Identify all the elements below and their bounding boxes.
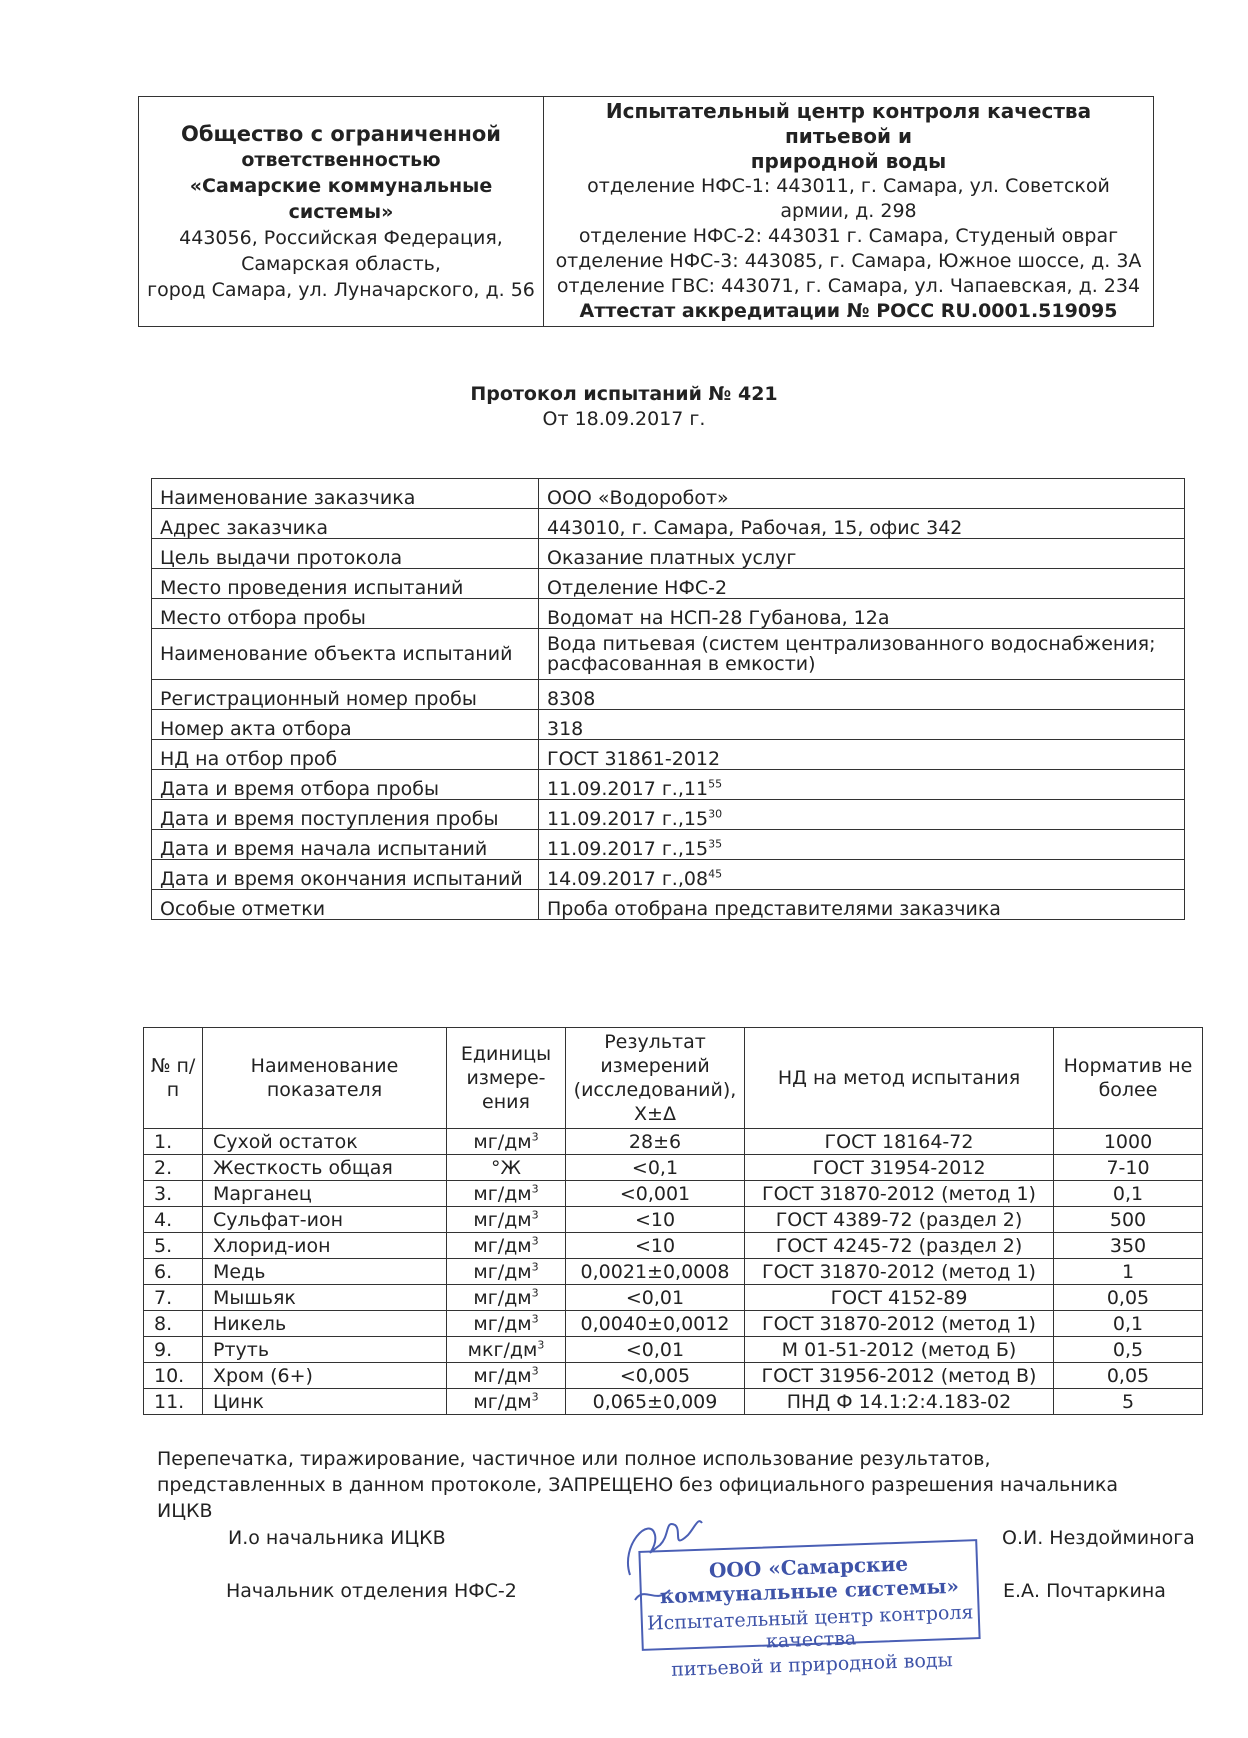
- result-unit-text: мг/дм: [473, 1131, 532, 1153]
- result-norm: [1054, 1181, 1203, 1207]
- result-value-text: <0,005: [619, 1365, 691, 1387]
- info-value: [539, 860, 1185, 890]
- result-method: [745, 1389, 1054, 1415]
- result-num: [144, 1207, 203, 1233]
- col-unit: Единицы измере-ения: [447, 1028, 566, 1129]
- result-norm: [1054, 1207, 1203, 1233]
- result-value: [566, 1337, 745, 1363]
- lab-block: [544, 97, 1154, 327]
- col-num: № п/п: [144, 1028, 203, 1129]
- result-value-text: <0,001: [619, 1183, 691, 1205]
- result-name-text: Мышьяк: [213, 1287, 296, 1309]
- stamp-line2: Испытательный центр контроля качества: [646, 1601, 974, 1653]
- result-norm-text: 1000: [1103, 1131, 1153, 1153]
- unit-exponent: 3: [531, 1260, 539, 1274]
- result-unit-text: мг/дм: [473, 1365, 532, 1387]
- info-key: Дата и время отбора пробы: [152, 770, 539, 800]
- unit-exponent: 3: [531, 1182, 539, 1196]
- info-value-text: 11.09.2017 г.,11: [547, 778, 709, 800]
- col-result: Результат измерений (исследований), Х±Δ: [566, 1028, 745, 1129]
- result-norm-text: 0,5: [1112, 1339, 1144, 1361]
- time-minutes: 30: [708, 807, 723, 821]
- header-box: [138, 96, 1154, 327]
- info-value-text: Водомат на НСП-28 Губанова, 12а: [547, 607, 890, 629]
- result-value-text: 0,0021±0,0008: [580, 1261, 730, 1283]
- lab-title-line1: Испытательный центр контроля качества питьевой и: [605, 99, 1092, 148]
- result-name: [203, 1337, 447, 1363]
- result-unit: [447, 1363, 566, 1389]
- info-row: [152, 770, 1185, 800]
- info-value: [539, 629, 1185, 680]
- result-value: [566, 1259, 745, 1285]
- info-key: Дата и время поступления пробы: [152, 800, 539, 830]
- result-name-text: Хром (6+): [213, 1365, 313, 1387]
- info-key: Наименование заказчика: [152, 479, 539, 509]
- lab-title-line2: природной воды: [750, 149, 947, 173]
- result-name-text: Цинк: [213, 1391, 264, 1413]
- unit-exponent: 3: [531, 1208, 539, 1222]
- result-num: [144, 1337, 203, 1363]
- result-num-text: 11.: [154, 1391, 185, 1413]
- org-name-line2: ответственностью: [241, 148, 441, 171]
- result-norm-text: 7-10: [1106, 1157, 1150, 1179]
- info-key: Наименование объекта испытаний: [152, 629, 539, 680]
- result-value: [566, 1129, 745, 1155]
- org-address-line2: Самарская область,: [241, 252, 441, 275]
- info-value: [539, 800, 1185, 830]
- result-method: [745, 1233, 1054, 1259]
- result-norm-text: 5: [1121, 1391, 1135, 1413]
- result-norm: [1054, 1155, 1203, 1181]
- result-value-text: 28±6: [628, 1131, 682, 1153]
- info-value-text: ООО «Водоробот»: [547, 487, 729, 509]
- info-value-text: 318: [547, 718, 584, 740]
- info-value-text: Проба отобрана представителями заказчика: [547, 898, 1001, 920]
- info-value: [539, 569, 1185, 599]
- info-key: Особые отметки: [152, 890, 539, 920]
- result-norm: [1054, 1389, 1203, 1415]
- result-unit: [447, 1259, 566, 1285]
- result-unit-text: мкг/дм: [467, 1339, 538, 1361]
- info-key: Номер акта отбора: [152, 710, 539, 740]
- info-value-text: 14.09.2017 г.,08: [547, 868, 709, 890]
- result-value-text: <0,01: [625, 1287, 685, 1309]
- info-key: Место проведения испытаний: [152, 569, 539, 599]
- col-norm: Норматив не более: [1054, 1028, 1203, 1129]
- result-norm-text: 1: [1121, 1261, 1135, 1283]
- result-method-text: ГОСТ 31870-2012 (метод 1): [762, 1183, 1036, 1205]
- col-method: НД на метод испытания: [745, 1028, 1054, 1129]
- result-unit-text: мг/дм: [473, 1209, 532, 1231]
- result-method-text: ГОСТ 4152-89: [830, 1287, 968, 1309]
- info-value-text: Отделение НФС-2: [547, 577, 728, 599]
- result-value: [566, 1285, 745, 1311]
- info-key: Регистрационный номер пробы: [152, 680, 539, 710]
- result-value: [566, 1389, 745, 1415]
- result-norm: [1054, 1129, 1203, 1155]
- result-num-text: 1.: [154, 1131, 173, 1153]
- result-num-text: 7.: [154, 1287, 173, 1309]
- result-num-text: 8.: [154, 1313, 173, 1335]
- result-method-text: ГОСТ 4389-72 (раздел 2): [775, 1209, 1023, 1231]
- result-num-text: 3.: [154, 1183, 173, 1205]
- unit-exponent: 3: [531, 1130, 539, 1144]
- result-value: [566, 1155, 745, 1181]
- result-num: [144, 1311, 203, 1337]
- result-unit: [447, 1285, 566, 1311]
- result-unit: [447, 1181, 566, 1207]
- info-value-text: ГОСТ 31861-2012: [547, 748, 721, 770]
- result-value: [566, 1181, 745, 1207]
- signature-title-1: И.о начальника ИЦКВ: [228, 1527, 446, 1549]
- result-value-text: <10: [634, 1235, 676, 1257]
- result-num: [144, 1363, 203, 1389]
- result-method-text: ГОСТ 31956-2012 (метод В): [761, 1365, 1037, 1387]
- result-row: [144, 1285, 1203, 1311]
- result-unit: [447, 1389, 566, 1415]
- org-name-line4: системы»: [288, 200, 394, 223]
- organization-block: [139, 97, 544, 327]
- result-row: [144, 1181, 1203, 1207]
- disclaimer: Перепечатка, тиражирование, частичное или полное использование результатов, представленных в данном протоколе, ЗАПРЕЩЕНО без официального разрешения начальника ИЦКВ: [157, 1448, 1119, 1522]
- unit-exponent: 3: [531, 1390, 539, 1404]
- result-norm: [1054, 1337, 1203, 1363]
- result-norm-text: 0,1: [1112, 1313, 1144, 1335]
- info-value: [539, 890, 1185, 920]
- result-norm: [1054, 1363, 1203, 1389]
- time-minutes: 55: [708, 777, 723, 791]
- result-norm: [1054, 1285, 1203, 1311]
- result-name-text: Жесткость общая: [213, 1157, 393, 1179]
- info-value: [539, 770, 1185, 800]
- result-name-text: Ртуть: [213, 1339, 270, 1361]
- result-name: [203, 1285, 447, 1311]
- result-name: [203, 1259, 447, 1285]
- info-row: [152, 509, 1185, 539]
- result-row: [144, 1233, 1203, 1259]
- info-value-text: Вода питьевая (систем централизованного водоснабжения; расфасованная в емкости): [547, 633, 1156, 675]
- result-unit: [447, 1337, 566, 1363]
- result-num-text: 5.: [154, 1235, 173, 1257]
- protocol-date: От 18.09.2017 г.: [542, 408, 706, 430]
- result-norm-text: 0,05: [1106, 1365, 1150, 1387]
- result-unit: [447, 1155, 566, 1181]
- result-num: [144, 1285, 203, 1311]
- lab-dept-nfs3: отделение НФС-3: 443085, г. Самара, Южное шоссе, д. 3А: [555, 250, 1142, 272]
- time-minutes: 45: [708, 867, 723, 881]
- unit-exponent: 3: [531, 1234, 539, 1248]
- results-table: [143, 1027, 1203, 1415]
- result-num: [144, 1181, 203, 1207]
- result-row: [144, 1207, 1203, 1233]
- signature-name-2: Е.А. Почтаркина: [1003, 1580, 1166, 1602]
- result-num-text: 10.: [154, 1365, 185, 1387]
- result-norm-text: 0,1: [1112, 1183, 1144, 1205]
- result-name: [203, 1181, 447, 1207]
- col-name: Наименование показателя: [203, 1028, 447, 1129]
- info-row: [152, 740, 1185, 770]
- result-name-text: Хлорид-ион: [213, 1235, 331, 1257]
- result-name: [203, 1311, 447, 1337]
- result-row: [144, 1389, 1203, 1415]
- result-name: [203, 1129, 447, 1155]
- info-row: [152, 860, 1185, 890]
- result-num: [144, 1155, 203, 1181]
- info-row: [152, 710, 1185, 740]
- results-header-row: [144, 1028, 1203, 1129]
- result-unit-text: мг/дм: [473, 1235, 532, 1257]
- result-num-text: 4.: [154, 1209, 173, 1231]
- result-value-text: <0,01: [625, 1339, 685, 1361]
- result-row: [144, 1311, 1203, 1337]
- result-name-text: Никель: [213, 1313, 287, 1335]
- signature-name-1: О.И. Нездойминога: [1002, 1527, 1195, 1549]
- result-row: [144, 1337, 1203, 1363]
- lab-dept-gvs: отделение ГВС: 443071, г. Самара, ул. Чапаевская, д. 234: [556, 275, 1141, 297]
- result-unit-text: мг/дм: [473, 1183, 532, 1205]
- org-name-line1: Общество с ограниченной: [180, 121, 502, 146]
- result-value-text: <0,1: [631, 1157, 679, 1179]
- result-norm-text: 500: [1109, 1209, 1147, 1231]
- result-num: [144, 1259, 203, 1285]
- result-num: [144, 1129, 203, 1155]
- info-row: [152, 830, 1185, 860]
- org-address-line3: город Самара, ул. Луначарского, д. 56: [147, 278, 535, 301]
- info-value-text: 11.09.2017 г.,15: [547, 838, 709, 860]
- stamp-line1: ООО «Самарские коммунальные системы»: [659, 1551, 960, 1609]
- org-address-line1: 443056, Российская Федерация,: [179, 226, 503, 249]
- info-value: [539, 599, 1185, 629]
- info-value-text: 443010, г. Самара, Рабочая, 15, офис 342: [547, 517, 963, 539]
- info-value: [539, 479, 1185, 509]
- info-row: [152, 599, 1185, 629]
- info-row: [152, 800, 1185, 830]
- info-key: НД на отбор проб: [152, 740, 539, 770]
- info-key: Место отбора пробы: [152, 599, 539, 629]
- result-value-text: <10: [634, 1209, 676, 1231]
- result-name: [203, 1233, 447, 1259]
- info-row: [152, 890, 1185, 920]
- result-unit-text: мг/дм: [473, 1287, 532, 1309]
- info-value: [539, 830, 1185, 860]
- result-num-text: 2.: [154, 1157, 173, 1179]
- result-name: [203, 1363, 447, 1389]
- info-value-text: 8308: [547, 688, 596, 710]
- unit-exponent: 3: [537, 1338, 545, 1352]
- lab-dept-nfs2: отделение НФС-2: 443031 г. Самара, Студеный овраг: [578, 225, 1119, 247]
- info-row: [152, 479, 1185, 509]
- result-method: [745, 1155, 1054, 1181]
- result-name-text: Медь: [213, 1261, 266, 1283]
- result-unit-text: °Ж: [491, 1157, 521, 1179]
- result-unit-text: мг/дм: [473, 1391, 532, 1413]
- result-row: [144, 1259, 1203, 1285]
- org-name-line3: «Самарские коммунальные: [189, 174, 493, 197]
- info-row: [152, 569, 1185, 599]
- result-value: [566, 1233, 745, 1259]
- result-unit-text: мг/дм: [473, 1313, 532, 1335]
- info-table: [151, 478, 1185, 920]
- result-norm: [1054, 1311, 1203, 1337]
- result-unit: [447, 1311, 566, 1337]
- result-method-text: ГОСТ 31870-2012 (метод 1): [762, 1313, 1036, 1335]
- result-method: [745, 1181, 1054, 1207]
- result-norm: [1054, 1259, 1203, 1285]
- result-name-text: Сульфат-ион: [213, 1209, 344, 1231]
- signature-title-2: Начальник отделения НФС-2: [226, 1580, 517, 1602]
- result-unit-text: мг/дм: [473, 1261, 532, 1283]
- protocol-title: Протокол испытаний № 421: [470, 383, 778, 405]
- result-method: [745, 1285, 1054, 1311]
- info-value: [539, 539, 1185, 569]
- result-name: [203, 1389, 447, 1415]
- result-row: [144, 1363, 1203, 1389]
- info-key: Дата и время окончания испытаний: [152, 860, 539, 890]
- result-row: [144, 1129, 1203, 1155]
- result-num: [144, 1233, 203, 1259]
- result-norm-text: 0,05: [1106, 1287, 1150, 1309]
- info-row: [152, 539, 1185, 569]
- result-method: [745, 1259, 1054, 1285]
- result-norm-text: 350: [1109, 1235, 1147, 1257]
- unit-exponent: 3: [531, 1312, 539, 1326]
- lab-dept-nfs1: отделение НФС-1: 443011, г. Самара, ул. Советской армии, д. 298: [587, 175, 1110, 222]
- info-value-text: 11.09.2017 г.,15: [547, 808, 709, 830]
- result-unit: [447, 1207, 566, 1233]
- info-value: [539, 680, 1185, 710]
- protocol-heading: [0, 382, 1248, 432]
- result-num-text: 6.: [154, 1261, 173, 1283]
- result-value: [566, 1207, 745, 1233]
- accreditation: Аттестат аккредитации № РОСС RU.0001.519095: [579, 300, 1118, 322]
- organization-stamp: [638, 1539, 980, 1681]
- result-method-text: ГОСТ 18164-72: [824, 1131, 974, 1153]
- result-method: [745, 1363, 1054, 1389]
- result-method-text: ПНД Ф 14.1:2:4.183-02: [786, 1391, 1012, 1413]
- info-value-text: Оказание платных услуг: [547, 547, 797, 569]
- result-name: [203, 1155, 447, 1181]
- result-name-text: Марганец: [213, 1183, 312, 1205]
- result-value: [566, 1363, 745, 1389]
- result-method-text: М 01-51-2012 (метод Б): [781, 1339, 1017, 1361]
- unit-exponent: 3: [531, 1286, 539, 1300]
- info-key: Дата и время начала испытаний: [152, 830, 539, 860]
- result-num: [144, 1389, 203, 1415]
- result-value: [566, 1311, 745, 1337]
- info-value: [539, 710, 1185, 740]
- info-value: [539, 740, 1185, 770]
- result-unit: [447, 1233, 566, 1259]
- result-method-text: ГОСТ 31954-2012: [812, 1157, 986, 1179]
- info-key: Цель выдачи протокола: [152, 539, 539, 569]
- unit-exponent: 3: [531, 1364, 539, 1378]
- info-value: [539, 509, 1185, 539]
- result-row: [144, 1155, 1203, 1181]
- result-method-text: ГОСТ 4245-72 (раздел 2): [775, 1235, 1023, 1257]
- result-value-text: 0,0040±0,0012: [580, 1313, 730, 1335]
- result-method: [745, 1337, 1054, 1363]
- result-method: [745, 1129, 1054, 1155]
- info-row: [152, 629, 1185, 680]
- info-row: [152, 680, 1185, 710]
- result-method: [745, 1207, 1054, 1233]
- result-name: [203, 1207, 447, 1233]
- result-method: [745, 1311, 1054, 1337]
- result-num-text: 9.: [154, 1339, 173, 1361]
- time-minutes: 35: [708, 837, 723, 851]
- stamp-line3: питьевой и природной воды: [670, 1649, 954, 1681]
- result-norm: [1054, 1233, 1203, 1259]
- info-key: Адрес заказчика: [152, 509, 539, 539]
- result-name-text: Сухой остаток: [213, 1131, 358, 1153]
- result-value-text: 0,065±0,009: [592, 1391, 718, 1413]
- result-method-text: ГОСТ 31870-2012 (метод 1): [762, 1261, 1036, 1283]
- result-unit: [447, 1129, 566, 1155]
